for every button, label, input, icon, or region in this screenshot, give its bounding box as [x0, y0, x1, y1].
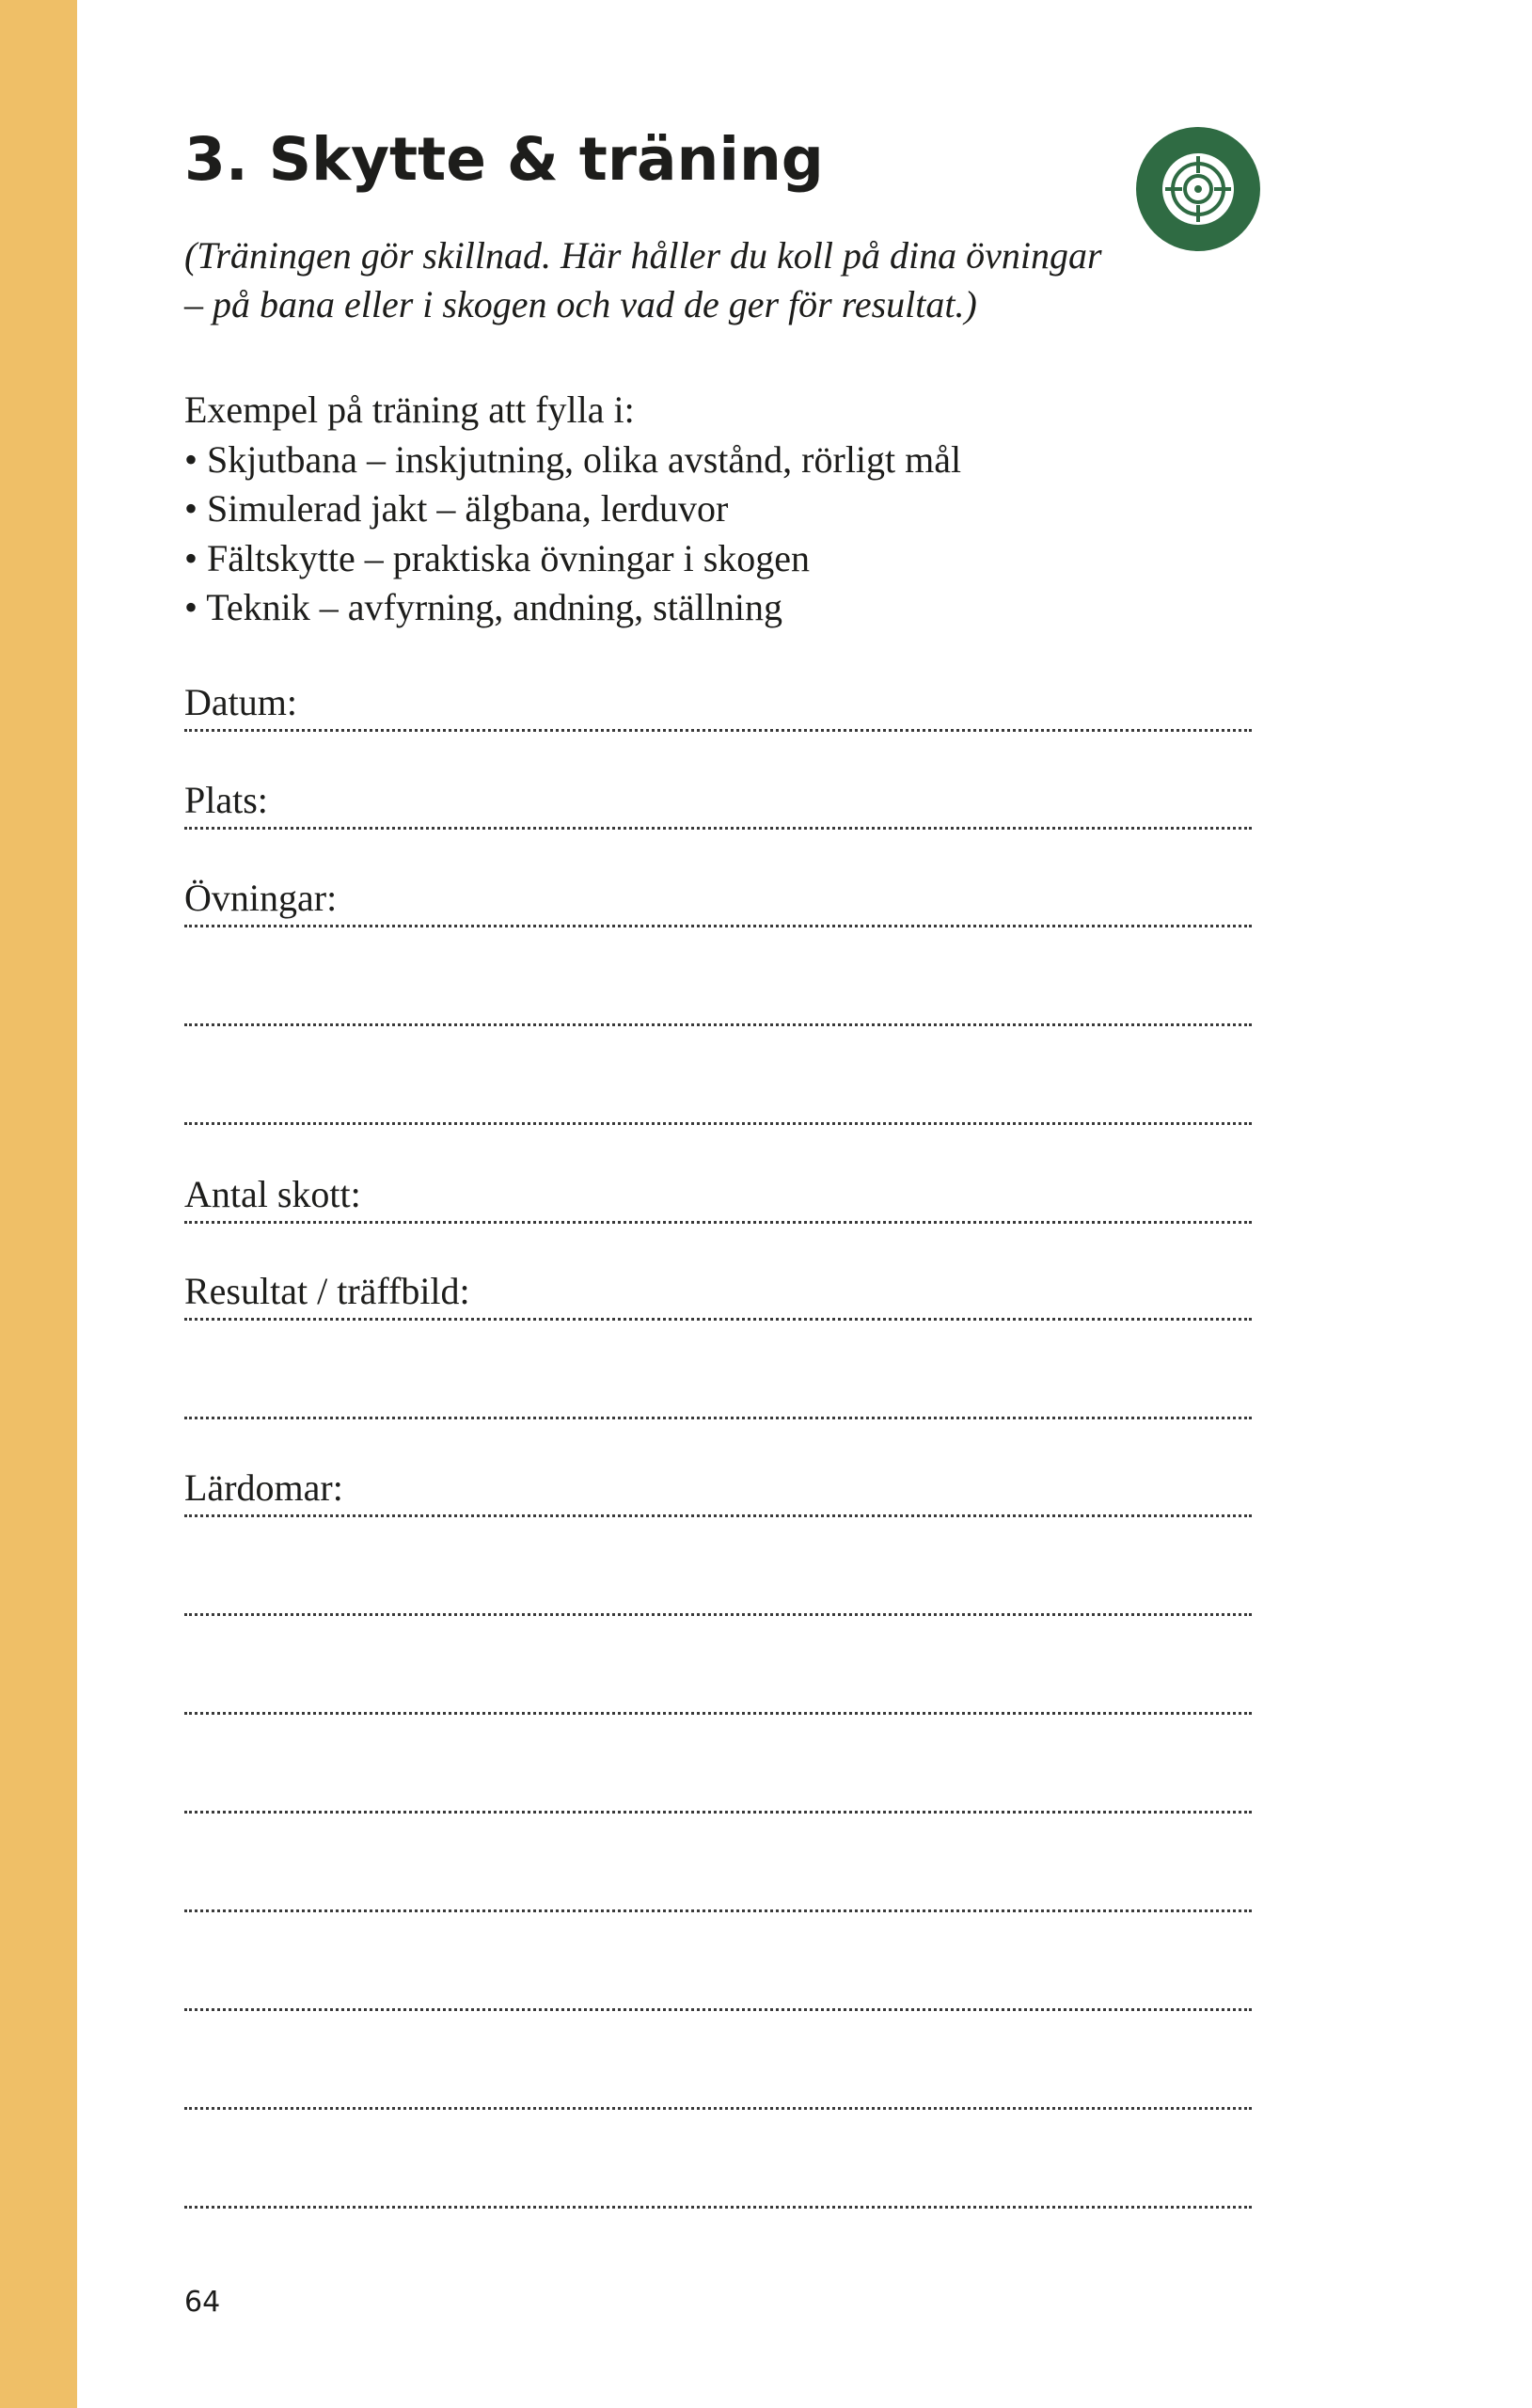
side-color-band [0, 0, 77, 2408]
dotted-writing-line[interactable] [184, 2107, 1252, 2110]
dotted-writing-line[interactable] [184, 1221, 1252, 1224]
dotted-writing-line[interactable] [184, 1122, 1252, 1125]
example-item: • Skjutbana – inskjutning, olika avstånd, rörligt mål [184, 437, 962, 481]
page-title: 3. Skytte & träning [184, 125, 824, 194]
lardomar-field[interactable] [184, 1437, 1252, 1516]
dotted-writing-line[interactable] [184, 1613, 1252, 1616]
dotted-writing-line[interactable] [184, 1909, 1252, 1912]
dotted-writing-line[interactable] [184, 729, 1252, 732]
dotted-writing-line[interactable] [184, 1318, 1252, 1321]
dotted-writing-line[interactable] [184, 2206, 1252, 2209]
antal-skott-field[interactable] [184, 1144, 1252, 1223]
example-item: • Simulerad jakt – älgbana, lerduvor [184, 487, 729, 530]
dotted-writing-line[interactable] [184, 925, 1252, 927]
dotted-writing-line[interactable] [184, 1514, 1252, 1517]
ovningar-label: Övningar: [184, 877, 338, 919]
dotted-writing-line[interactable] [184, 1023, 1252, 1026]
resultat-field[interactable] [184, 1241, 1252, 1320]
resultat-label: Resultat / träffbild: [184, 1270, 470, 1312]
dotted-writing-line[interactable] [184, 1811, 1252, 1814]
examples-list [184, 386, 1219, 633]
datum-field[interactable] [184, 652, 1252, 731]
dotted-writing-line[interactable] [184, 827, 1252, 830]
lardomar-label: Lärdomar: [184, 1466, 343, 1509]
intro-line: – på bana eller i skogen och vad de ger för resultat.) [184, 283, 977, 325]
ovningar-field[interactable] [184, 848, 1252, 927]
example-item: • Fältskytte – praktiska övningar i skogen [184, 536, 811, 579]
dotted-writing-line[interactable] [184, 1712, 1252, 1715]
intro-line: (Träningen gör skillnad. Här håller du koll på dina övningar [184, 234, 1102, 277]
example-item: • Teknik – avfyrning, andning, ställning [184, 586, 782, 628]
dotted-writing-line[interactable] [184, 2008, 1252, 2011]
page-number: 64 [184, 2286, 221, 2319]
examples-heading: Exempel på träning att fylla i: [184, 388, 635, 431]
dotted-writing-line[interactable] [184, 1417, 1252, 1419]
plats-field[interactable] [184, 750, 1252, 829]
plats-label: Plats: [184, 779, 268, 821]
intro-text [184, 231, 1200, 329]
antal-skott-label: Antal skott: [184, 1173, 361, 1215]
datum-label: Datum: [184, 681, 297, 723]
